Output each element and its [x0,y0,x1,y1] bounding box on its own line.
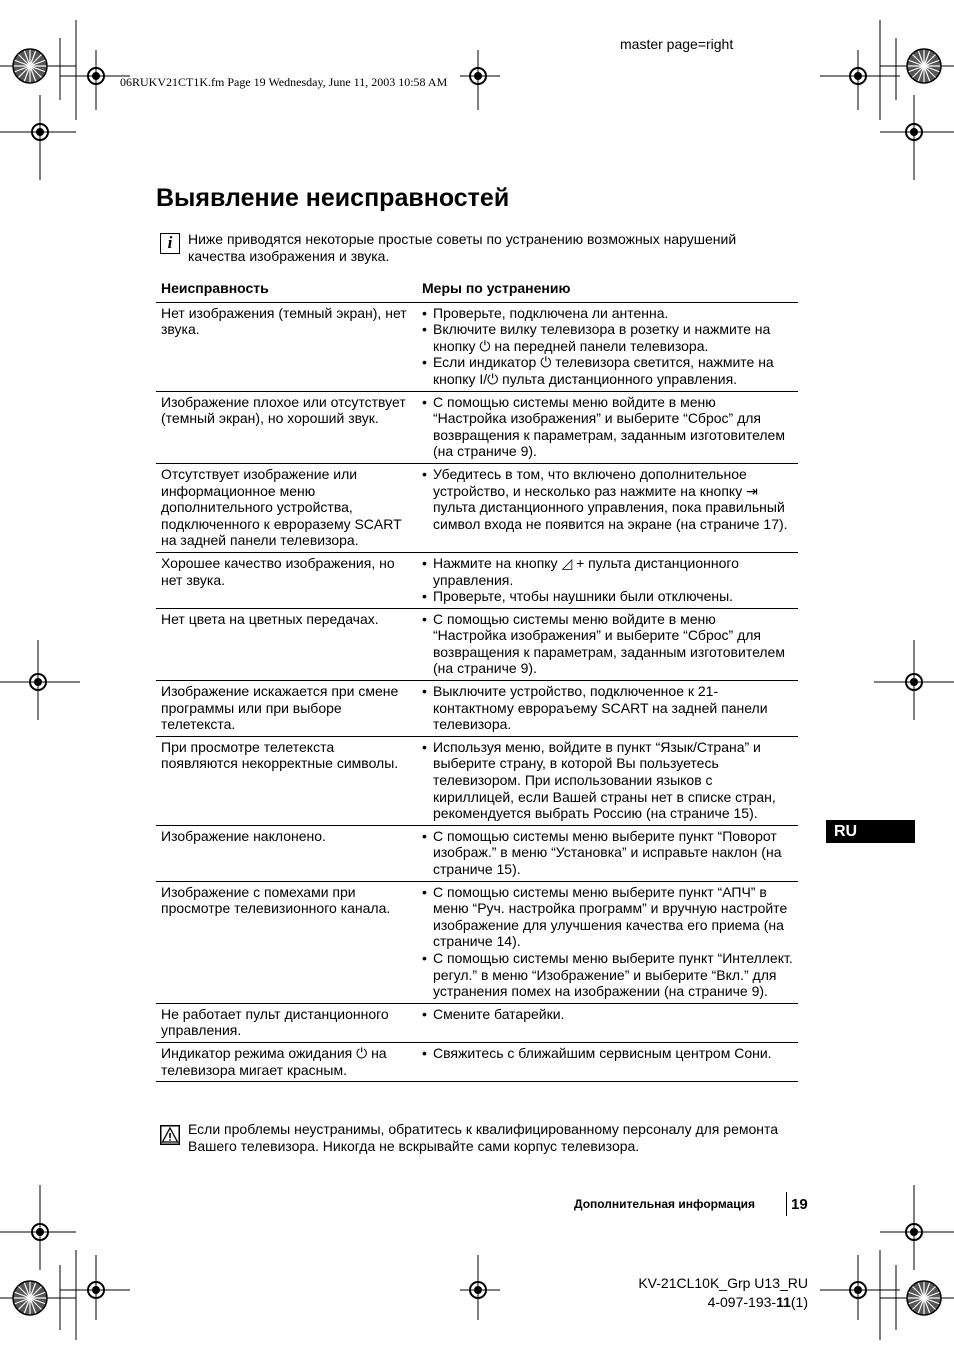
remedy-list [422,884,793,1000]
remedy-item: • Включите вилку телевизора в розетку и нажмите на кнопку ⏻ на передней панели телевизора. [422,321,793,354]
remedy-list [422,394,793,460]
remedy-item: • Смените батарейки. [422,1006,793,1023]
table-row [156,552,798,608]
footer-divider [786,1192,787,1216]
remedy-cell [417,1042,798,1081]
problem-cell: Изображение наклонено. [156,825,417,881]
remedy-cell [417,391,798,463]
remedy-item: • Проверьте, подключена ли антенна. [422,305,793,322]
warning-text: Если проблемы неустранимы, обратитесь к квалифицированному персоналу для ремонта Вашего телевизора. Никогда не вскрывайте сами корпус телевизора. [188,1121,779,1154]
remedy-cell [417,1003,798,1042]
problem-cell: Изображение искажается при смене программы или при выборе телетекста. [156,681,417,737]
remedy-item: • С помощью системы меню войдите в меню “Настройка изображения” и выберите “Сброс” для возвращения к параметрам, заданным изготовителем (на страниче 9). [422,611,793,677]
remedy-item: • Проверьте, чтобы наушники были отключены. [422,588,793,605]
warning-icon [160,1125,180,1145]
remedy-list [422,555,793,605]
problem-cell: Индикатор режима ожидания ⏻ на телевизора мигает красным. [156,1042,417,1081]
remedy-list [422,739,793,822]
intro-text: Ниже приводятся некоторые простые советы по устранению возможных нарушений качества изображения и звука. [188,231,737,264]
remedy-item: • С помощью системы меню выберите пункт “Поворот изображ.” в меню “Установка” и исправьте наклон (на страниче 15). [422,828,793,878]
column-header-problem: Неисправность [156,277,417,302]
troubleshooting-table [156,277,798,1082]
remedy-item: • С помощью системы меню выберите пункт “Интеллект. регул.” в меню “Изображение” и выберите “Вкл.” для устранения помех на изображении (на страниче 9). [422,950,793,1000]
table-row [156,681,798,737]
problem-cell: Нет изображения (темный экран), нет звука. [156,302,417,391]
master-page-label: master page=right [620,36,734,52]
problem-cell: Хорошее качество изображения, но нет звука. [156,552,417,608]
table-row [156,463,798,552]
problem-cell: При просмотре телетекста появляются некорректные символы. [156,736,417,825]
remedy-cell [417,681,798,737]
remedy-item: • Нажмите на кнопку ◿ + пульта дистанционного управления. [422,555,793,588]
code-bold: 11 [776,1294,791,1310]
problem-cell: Не работает пульт дистанционного управления. [156,1003,417,1042]
table-row [156,391,798,463]
remedy-item: • Свяжитесь с ближайшим сервисным центром Сони. [422,1045,793,1062]
remedy-item: • Если индикатор ⏻ телевизора светится, нажмите на кнопку I/⏻ пульта дистанционного управления. [422,354,793,387]
file-info-label: 06RUKV21CT1K.fm Page 19 Wednesday, June 11, 2003 10:58 AM [120,75,448,89]
language-tab: RU [826,820,915,843]
remedy-cell [417,302,798,391]
remedy-item: • Выключите устройство, подключенное к 21-контактному еврораъему SCART на задней панели телевизора. [422,683,793,733]
code-prefix: 4-097-193- [707,1294,777,1310]
remedy-cell [417,552,798,608]
table-row [156,736,798,825]
column-header-remedy: Меры по устранению [417,277,798,302]
table-header-row [156,277,798,302]
table-row [156,608,798,680]
remedy-item: • С помощью системы меню войдите в меню “Настройка изображения” и выберите “Сброс” для возвращения к параметрам, заданным изготовителем (на страниче 9). [422,394,793,460]
remedy-cell [417,825,798,881]
remedy-list [422,611,793,677]
remedy-cell [417,881,798,1003]
remedy-list [422,1006,793,1023]
footer-section-title: Дополнительная информация [574,1197,755,1211]
page-title: Выявление неисправностей [156,184,510,212]
table-row [156,881,798,1003]
problem-cell: Изображение плохое или отсутствует (темный экран), но хороший звук. [156,391,417,463]
remedy-item: • Убедитесь в том, что включено дополнительное устройство, и несколько раз нажмите на кнопку ⇥ пульта дистанционного управления, пока правильный символ входа не появится на экране (на страниче 17). [422,466,793,532]
model-number: KV-21CL10K_Grp U13_RU [638,1275,808,1291]
remedy-list [422,305,793,388]
remedy-list [422,683,793,733]
problem-cell: Отсутствует изображение или информационное меню дополнительного устройства, подключенного к еврораземy SCART на задней панели телевизора. [156,463,417,552]
remedy-cell [417,608,798,680]
remedy-list [422,1045,793,1062]
problem-cell: Изображение с помехами при просмотре телевизионного канала. [156,881,417,1003]
problem-cell: Нет цвета на цветных передачах. [156,608,417,680]
remedy-list [422,828,793,878]
document-code [560,1294,808,1310]
table-row [156,1003,798,1042]
remedy-cell [417,463,798,552]
info-icon: i [160,233,180,254]
code-suffix: (1) [790,1294,808,1310]
remedy-list [422,466,793,532]
remedy-cell [417,736,798,825]
table-body [156,302,798,1082]
remedy-item: • С помощью системы меню выберите пункт “АПЧ” в меню “Руч. настройка программ” и вручную настройте изображение для улучшения качества его приема (на страниче 14). [422,884,793,950]
table-row [156,825,798,881]
page-number: 19 [791,1196,808,1213]
table-row [156,302,798,391]
remedy-item: • Используя меню, войдите в пункт “Язык/Страна” и выберите страну, в которой Вы пользуетесь телевизором. При использовании языков с кириллицей, если Вашей страны нет в списке стран, рекомендуется выбрать Россию (на страниче 15). [422,739,793,822]
table-row [156,1042,798,1081]
